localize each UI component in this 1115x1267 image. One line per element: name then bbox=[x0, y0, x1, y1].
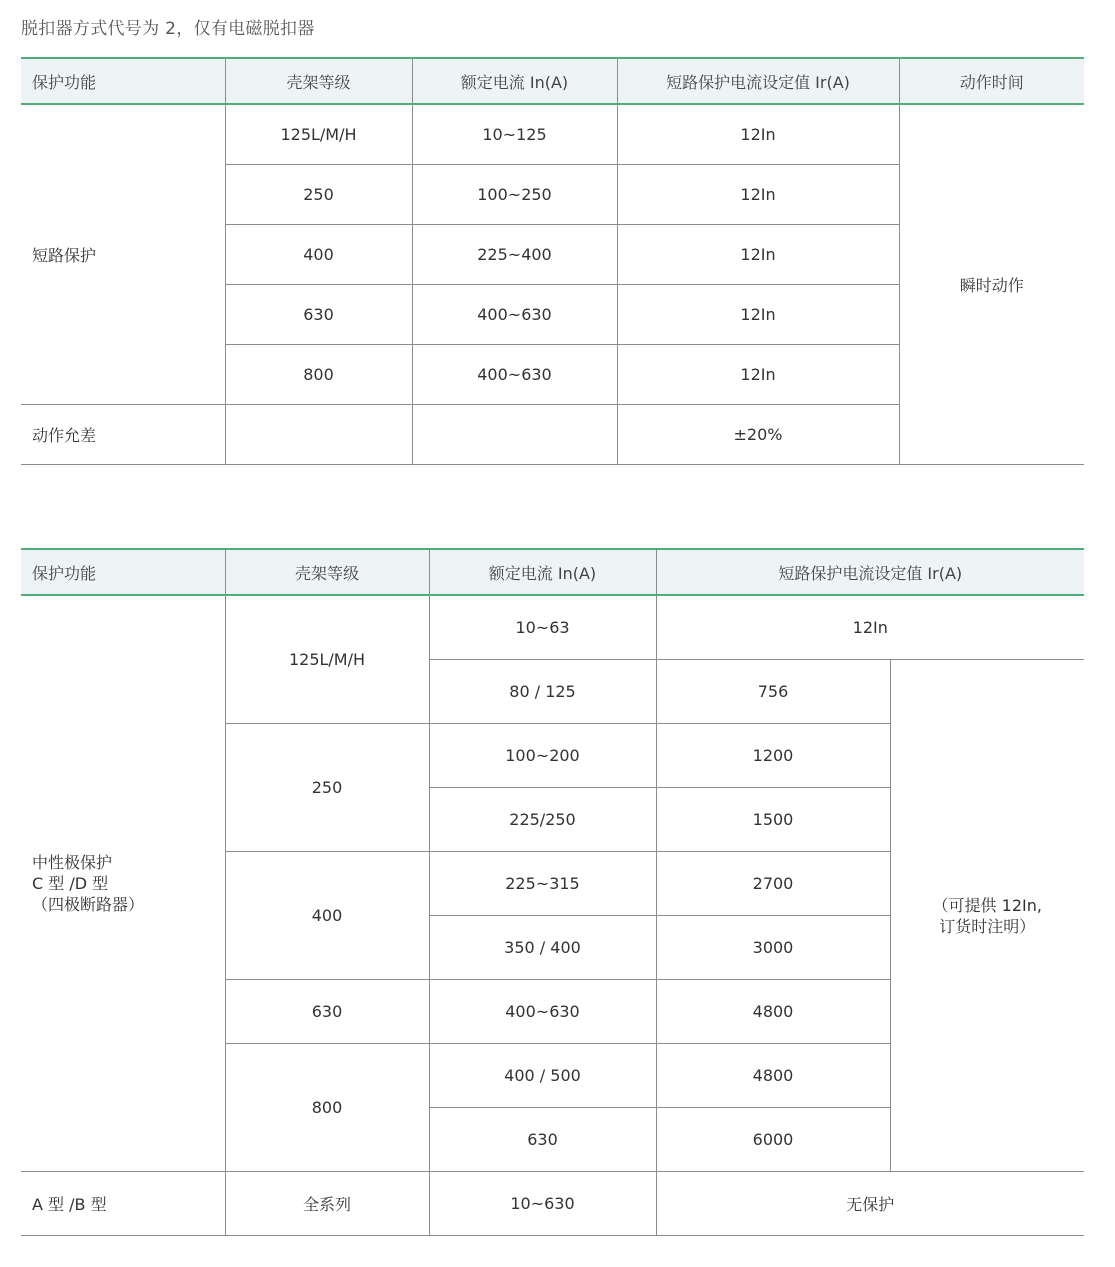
cell-frame: 800 bbox=[225, 1044, 429, 1172]
cell-frame: 400 bbox=[225, 225, 412, 285]
table-header-row bbox=[21, 58, 1084, 104]
cell-setting: 1200 bbox=[656, 724, 890, 788]
header-protection-function: 保护功能 bbox=[21, 58, 225, 104]
cell-frame: 125L/M/H bbox=[225, 104, 412, 165]
cell-setting: 12In bbox=[617, 225, 899, 285]
cell-setting: 3000 bbox=[656, 916, 890, 980]
cell-rated-current: 10~630 bbox=[429, 1172, 656, 1236]
header-protection-function: 保护功能 bbox=[21, 549, 225, 595]
cell-rated-current: 350 / 400 bbox=[429, 916, 656, 980]
table-row bbox=[21, 595, 1084, 660]
cell-order-note: （可提供 12In, 订货时注明） bbox=[890, 660, 1084, 1172]
neutral-protection-table bbox=[21, 548, 1084, 1236]
cell-setting: 12In bbox=[617, 165, 899, 225]
header-action-time: 动作时间 bbox=[899, 58, 1084, 104]
cell-short-circuit-protection: 短路保护 bbox=[21, 104, 225, 405]
cell-rated-current: 100~250 bbox=[412, 165, 617, 225]
table-row bbox=[21, 1172, 1084, 1236]
instantaneous-trip-table bbox=[21, 57, 1084, 465]
cell-setting: 12In bbox=[656, 595, 1084, 660]
header-short-circuit-setting: 短路保护电流设定值 Ir(A) bbox=[617, 58, 899, 104]
cell-type-ab: A 型 /B 型 bbox=[21, 1172, 225, 1236]
header-rated-current: 额定电流 In(A) bbox=[412, 58, 617, 104]
cell-neutral-protection: 中性极保护 C 型 /D 型 （四极断路器） bbox=[21, 595, 225, 1172]
cell-frame: 250 bbox=[225, 165, 412, 225]
cell-setting: 12In bbox=[617, 104, 899, 165]
cell-setting: 6000 bbox=[656, 1108, 890, 1172]
cell-setting: 12In bbox=[617, 285, 899, 345]
cell-frame: 全系列 bbox=[225, 1172, 429, 1236]
cell-rated-current: 10~63 bbox=[429, 595, 656, 660]
cell-rated-current: 400~630 bbox=[412, 345, 617, 405]
header-frame-grade: 壳架等级 bbox=[225, 549, 429, 595]
cell-frame: 630 bbox=[225, 285, 412, 345]
cell-tolerance-value: ±20% bbox=[617, 405, 899, 465]
cell-rated-current: 400~630 bbox=[412, 285, 617, 345]
cell-frame: 630 bbox=[225, 980, 429, 1044]
cell-empty bbox=[225, 405, 412, 465]
header-short-circuit-setting: 短路保护电流设定值 Ir(A) bbox=[656, 549, 1084, 595]
cell-action-time: 瞬时动作 bbox=[899, 104, 1084, 465]
table-row bbox=[21, 104, 1084, 165]
cell-rated-current: 225/250 bbox=[429, 788, 656, 852]
cell-setting: 4800 bbox=[656, 980, 890, 1044]
cell-rated-current: 225~315 bbox=[429, 852, 656, 916]
header-frame-grade: 壳架等级 bbox=[225, 58, 412, 104]
cell-rated-current: 10~125 bbox=[412, 104, 617, 165]
cell-setting: 无保护 bbox=[656, 1172, 1084, 1236]
cell-rated-current: 225~400 bbox=[412, 225, 617, 285]
cell-frame: 125L/M/H bbox=[225, 595, 429, 724]
cell-empty bbox=[412, 405, 617, 465]
cell-tolerance-label: 动作允差 bbox=[21, 405, 225, 465]
cell-setting: 1500 bbox=[656, 788, 890, 852]
cell-rated-current: 80 / 125 bbox=[429, 660, 656, 724]
cell-rated-current: 100~200 bbox=[429, 724, 656, 788]
cell-rated-current: 400~630 bbox=[429, 980, 656, 1044]
cell-rated-current: 400 / 500 bbox=[429, 1044, 656, 1108]
cell-rated-current: 630 bbox=[429, 1108, 656, 1172]
cell-setting: 12In bbox=[617, 345, 899, 405]
cell-frame: 800 bbox=[225, 345, 412, 405]
cell-setting: 756 bbox=[656, 660, 890, 724]
cell-frame: 400 bbox=[225, 852, 429, 980]
cell-setting: 4800 bbox=[656, 1044, 890, 1108]
cell-setting: 2700 bbox=[656, 852, 890, 916]
table-header-row bbox=[21, 549, 1084, 595]
header-rated-current: 额定电流 In(A) bbox=[429, 549, 656, 595]
section-caption: 脱扣器方式代号为 2，仅有电磁脱扣器 bbox=[21, 19, 315, 39]
cell-frame: 250 bbox=[225, 724, 429, 852]
